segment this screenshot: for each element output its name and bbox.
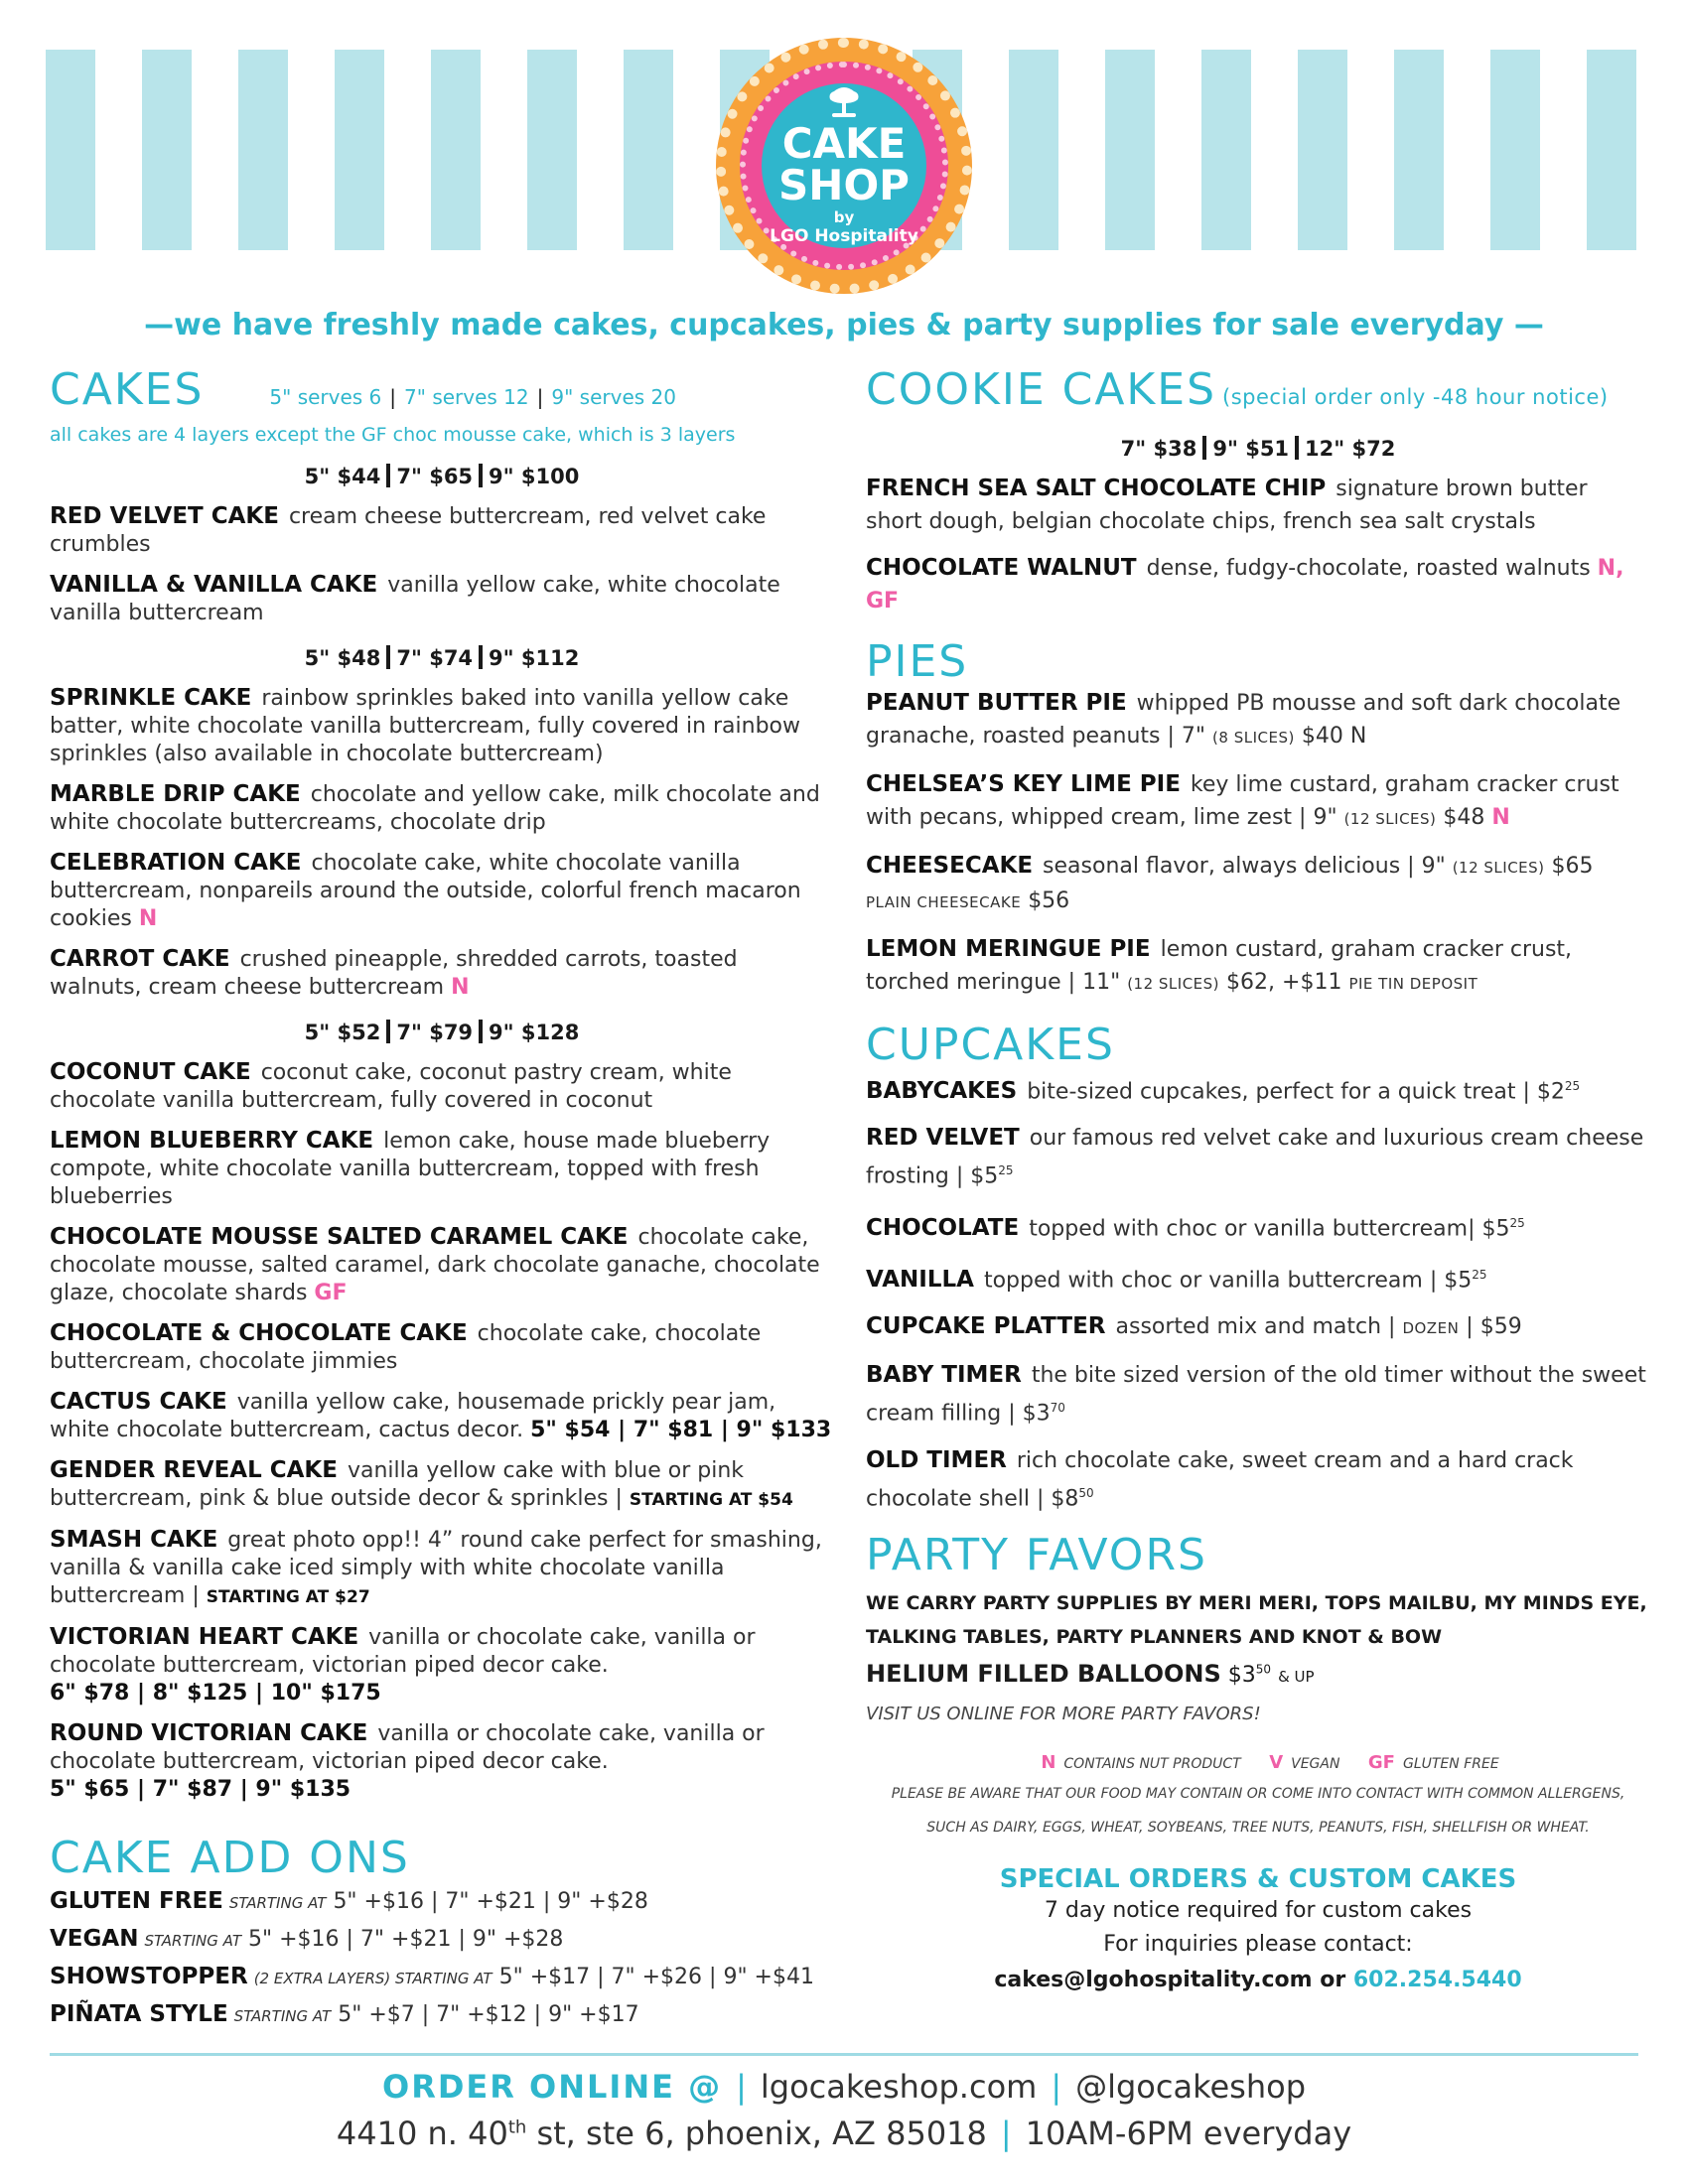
footer-order-line: ORDER ONLINE @ | lgocakeshop.com | @lgocakeshop xyxy=(382,2068,1306,2106)
legend-key: GF xyxy=(1367,1751,1395,1773)
legend-label: VEGAN xyxy=(1291,1755,1340,1772)
item-price: 6" $78 | 8" $125 | 10" $175 xyxy=(50,1681,381,1706)
menu-item xyxy=(50,1456,834,1514)
item-price: $62, +$11 xyxy=(1226,970,1342,995)
menu-item xyxy=(866,1122,1650,1192)
addons-heading: CAKE ADD ONS xyxy=(50,1833,410,1883)
addon-prices: 5" +$16 | 7" +$21 | 9" +$28 xyxy=(247,1927,564,1952)
logo-company: LGO Hospitality xyxy=(770,226,918,246)
balloons-name: HELIUM FILLED BALLOONS xyxy=(866,1659,1221,1688)
item-name: FRENCH SEA SALT CHOCOLATE CHIP xyxy=(866,476,1327,501)
menu-item xyxy=(866,1207,1650,1245)
cake-stand-icon xyxy=(816,85,872,121)
item-name: CACTUS CAKE xyxy=(50,1389,227,1415)
item-name: RED VELVET CAKE xyxy=(50,503,279,529)
menu-item xyxy=(50,1719,834,1804)
cents: 25 xyxy=(1472,1267,1487,1282)
logo-ring xyxy=(740,62,948,270)
addon-pre: STARTING AT xyxy=(144,1932,241,1950)
item-name: BABYCAKES xyxy=(866,1078,1018,1105)
price: 5" $52 xyxy=(304,1021,381,1044)
special-inquiries: For inquiries please contact: xyxy=(1103,1931,1413,1957)
item-desc: lemon cake, house made blueberry compote, white chocolate vanilla buttercream, topped with fresh blueberries xyxy=(50,1129,771,1209)
item-desc: coconut cake, coconut pastry cream, white chocolate vanilla buttercream, fully covered in coconut xyxy=(50,1060,732,1113)
item-desc: our famous red velvet cake and luxurious cream cheese frosting | $5 xyxy=(866,1126,1644,1189)
menu-item xyxy=(50,571,834,627)
cookie-cakes-heading-text: COOKIE CAKES xyxy=(866,364,1217,415)
item-desc: vanilla yellow cake, white chocolate vanilla buttercream xyxy=(50,573,780,625)
item-name: VICTORIAN HEART CAKE xyxy=(50,1624,359,1650)
menu-item xyxy=(50,1388,834,1444)
plain-cheesecake: PLAIN CHEESECAKE xyxy=(866,893,1022,911)
item-name: ROUND VICTORIAN CAKE xyxy=(50,1720,368,1746)
item-name: PEANUT BUTTER PIE xyxy=(866,690,1127,716)
cake-tier-2-prices xyxy=(50,645,834,670)
serves-7: 7" serves 12 xyxy=(404,385,529,409)
item-desc: topped with choc or vanilla buttercream| $5 xyxy=(1029,1215,1510,1241)
item-name: CUPCAKE PLATTER xyxy=(866,1313,1106,1340)
item-name: VANILLA xyxy=(866,1267,974,1294)
addon-pre: STARTING AT xyxy=(233,2007,332,2025)
cake-tier-3-prices xyxy=(50,1020,834,1044)
website-link[interactable]: lgocakeshop.com xyxy=(760,2068,1038,2106)
menu-item xyxy=(866,687,1650,754)
addon-row xyxy=(50,1883,834,1921)
logo-by: by xyxy=(833,208,855,226)
nut-tag: N xyxy=(451,975,470,1000)
cookie-cake-prices xyxy=(866,436,1650,461)
menu-item xyxy=(50,1127,834,1211)
allergen-line: SUCH AS DAIRY, EGGS, WHEAT, SOYBEANS, TREE NUTS, PEANUTS, FISH, SHELLFISH OR WHEAT. xyxy=(926,1819,1590,1836)
menu-item xyxy=(866,1259,1650,1297)
cakes-layer-note: all cakes are 4 layers except the GF choc mousse cake, which is 3 layers xyxy=(50,424,736,446)
logo-title-line1: CAKE xyxy=(781,119,907,168)
addon-name: GLUTEN FREE xyxy=(50,1888,223,1914)
item-name: CELEBRATION CAKE xyxy=(50,850,302,876)
special-notice: 7 day notice required for custom cakes xyxy=(1044,1897,1473,1923)
cookie-cakes-note: (special order only -48 hour notice) xyxy=(1222,385,1609,409)
menu-item xyxy=(866,473,1650,538)
item-name: SPRINKLE CAKE xyxy=(50,685,252,711)
legend-label: GLUTEN FREE xyxy=(1402,1755,1499,1772)
item-desc: vanilla yellow cake, housemade prickly pear jam, white chocolate buttercream, cactus decor. xyxy=(50,1390,776,1442)
balloons-row xyxy=(866,1660,1650,1688)
price: 5" $48 xyxy=(304,646,381,670)
cupcakes-heading: CUPCAKES xyxy=(866,1020,1115,1070)
footer-address-line: 4410 n. 40th st, ste 6, phoenix, AZ 85018 | 10AM-6PM everyday xyxy=(336,2115,1352,2152)
item-desc: vanilla or chocolate cake, vanilla or chocolate buttercream, victorian piped decor cake. xyxy=(50,1625,756,1678)
special-orders-title: SPECIAL ORDERS & CUSTOM CAKES xyxy=(999,1863,1517,1894)
addon-row xyxy=(50,1996,834,2034)
legend-label: CONTAINS NUT PRODUCT xyxy=(1063,1755,1241,1772)
item-name: CHEESECAKE xyxy=(866,853,1034,879)
cents: 25 xyxy=(1509,1215,1525,1230)
menu-item xyxy=(50,684,834,768)
item-name: RED VELVET xyxy=(866,1125,1020,1152)
gf-tag: GF xyxy=(314,1281,348,1305)
balloons-price: $3 xyxy=(1227,1662,1256,1688)
item-name: BABY TIMER xyxy=(866,1362,1022,1389)
order-online-label: ORDER ONLINE @ xyxy=(382,2068,723,2106)
nut-tag: N xyxy=(138,906,158,931)
serves-5: 5" serves 6 xyxy=(269,385,382,409)
left-column xyxy=(50,365,834,2034)
cents: 25 xyxy=(1564,1079,1581,1093)
allergen-notice xyxy=(866,1777,1650,1844)
menu-item xyxy=(50,1526,834,1611)
menu-item xyxy=(50,1319,834,1376)
address-street: 4410 n. 40 xyxy=(336,2115,508,2152)
store-hours: 10AM-6PM everyday xyxy=(1025,2115,1352,2152)
item-name: CARROT CAKE xyxy=(50,946,230,972)
item-desc: chocolate and yellow cake, milk chocolate and white chocolate buttercreams, chocolate drip xyxy=(50,782,820,835)
price: 9" $51 xyxy=(1212,437,1290,461)
party-supplies-text: WE CARRY PARTY SUPPLIES BY MERI MERI, TOPS MAILBU, MY MINDS EYE, TALKING TABLES, PARTY PLANNERS AND KNOT & BOW xyxy=(866,1591,1647,1648)
item-name: CHOCOLATE WALNUT xyxy=(866,555,1137,581)
right-column xyxy=(866,365,1650,1999)
menu-item xyxy=(866,552,1650,617)
pies-heading: PIES xyxy=(866,636,969,687)
item-desc: whipped PB mousse and soft dark chocolate granache, roasted peanuts | 7" xyxy=(866,691,1621,749)
item-name: CHOCOLATE MOUSSE SALTED CARAMEL CAKE xyxy=(50,1224,629,1250)
item-desc: assorted mix and match | xyxy=(1115,1314,1396,1340)
slices: (12 SLICES) xyxy=(1343,810,1437,828)
menu-item xyxy=(50,1223,834,1307)
dozen: DOZEN xyxy=(1402,1319,1460,1338)
item-price: $48 xyxy=(1443,805,1485,830)
menu-item xyxy=(866,1444,1650,1515)
item-name: MARBLE DRIP CAKE xyxy=(50,781,301,807)
item-desc: chocolate cake, chocolate mousse, salted caramel, dark chocolate ganache, chocolate glaze, chocolate shards xyxy=(50,1225,820,1305)
footer-divider xyxy=(50,2053,1638,2056)
cents: 50 xyxy=(1078,1485,1094,1500)
visit-online-link: VISIT US ONLINE FOR MORE PARTY FAVORS! xyxy=(866,1703,1261,1724)
party-favors-heading: PARTY FAVORS xyxy=(866,1529,1207,1580)
item-desc: topped with choc or vanilla buttercream | $5 xyxy=(983,1268,1473,1294)
addon-prices: 5" +$16 | 7" +$21 | 9" +$28 xyxy=(333,1889,648,1914)
address-suffix: th xyxy=(507,2116,527,2138)
item-desc: crushed pineapple, shredded carrots, toasted walnuts, cream cheese buttercream xyxy=(50,947,738,1000)
allergen-line: PLEASE BE AWARE THAT OUR FOOD MAY CONTAIN OR COME INTO CONTACT WITH COMMON ALLERGENS, xyxy=(891,1785,1625,1802)
addon-name: SHOWSTOPPER xyxy=(50,1964,248,1989)
item-name: CHOCOLATE xyxy=(866,1214,1020,1241)
addon-name: PIÑATA STYLE xyxy=(50,2001,228,2027)
menu-item xyxy=(866,933,1650,1001)
item-price: | $59 xyxy=(1466,1314,1522,1340)
item-name: VANILLA & VANILLA CAKE xyxy=(50,572,378,598)
menu-item xyxy=(866,1359,1650,1430)
balloons-suffix: & UP xyxy=(1278,1667,1315,1686)
item-name: SMASH CAKE xyxy=(50,1527,218,1553)
or-text: or xyxy=(1320,1967,1346,1992)
item-desc: cream cheese buttercream, red velvet cake crumbles xyxy=(50,504,767,557)
item-name: OLD TIMER xyxy=(866,1446,1007,1473)
item-desc: rainbow sprinkles baked into vanilla yellow cake batter, white chocolate vanilla buttercream, fully covered in rainbow sprinkles (also available in chocolate buttercream) xyxy=(50,686,801,766)
cents: 25 xyxy=(998,1163,1014,1178)
item-desc: chocolate cake, chocolate buttercream, chocolate jimmies xyxy=(50,1321,762,1374)
item-desc: vanilla or chocolate cake, vanilla or chocolate buttercream, victorian piped decor cake. xyxy=(50,1721,765,1774)
cents: 50 xyxy=(1255,1662,1272,1677)
legend-key: N xyxy=(1041,1751,1056,1773)
cake-shop-logo xyxy=(716,38,972,294)
cakes-heading xyxy=(50,365,834,422)
slices: (12 SLICES) xyxy=(1127,975,1220,993)
menu-item xyxy=(866,1310,1650,1345)
item-name: LEMON BLUEBERRY CAKE xyxy=(50,1128,374,1154)
item-price: STARTING AT $54 xyxy=(629,1490,793,1510)
special-orders xyxy=(866,1864,1650,1999)
serves-9: 9" serves 20 xyxy=(551,385,676,409)
allergen-legend xyxy=(866,1752,1650,1773)
menu-item xyxy=(866,768,1650,836)
cakes-heading-text: CAKES xyxy=(50,364,205,415)
item-name: GENDER REVEAL CAKE xyxy=(50,1457,338,1483)
item-price: $40 xyxy=(1301,724,1343,749)
cake-tier-1-prices xyxy=(50,464,834,488)
cents: 70 xyxy=(1050,1401,1065,1416)
menu-item xyxy=(50,502,834,559)
item-desc: vanilla yellow cake with blue or pink buttercream, pink & blue outside decor & sprinkles | xyxy=(50,1458,745,1511)
price: 9" $112 xyxy=(489,646,580,670)
legend-key: V xyxy=(1269,1751,1284,1773)
nut-tag: N xyxy=(1491,805,1510,830)
item-desc: the bite sized version of the old timer without the sweet cream filling | $3 xyxy=(866,1363,1646,1427)
item-price: $56 xyxy=(1028,888,1070,913)
price: 7" $74 xyxy=(396,646,474,670)
menu-item xyxy=(50,945,834,1002)
price: 9" $100 xyxy=(489,465,580,488)
cake-serves: 5" serves 6 | 7" serves 12 | 9" serves 20 xyxy=(269,385,676,409)
email-link[interactable]: cakes@lgohospitality.com xyxy=(994,1967,1313,1992)
item-desc: signature brown butter short dough, belgian chocolate chips, french sea salt crystals xyxy=(866,477,1588,534)
menu-item xyxy=(866,1070,1650,1108)
addon-name: VEGAN xyxy=(50,1926,139,1952)
price: 5" $44 xyxy=(304,465,381,488)
item-desc: bite-sized cupcakes, perfect for a quick treat | $2 xyxy=(1027,1079,1565,1105)
slices: (12 SLICES) xyxy=(1452,859,1545,877)
price: 12" $72 xyxy=(1305,437,1396,461)
tagline: —we have freshly made cakes, cupcakes, pies & party supplies for sale everyday — xyxy=(144,308,1544,342)
price: 9" $128 xyxy=(489,1021,580,1044)
contact-line xyxy=(866,1962,1650,1999)
addon-pre: (2 EXTRA LAYERS) STARTING AT xyxy=(253,1970,492,1987)
addon-row xyxy=(50,1921,834,1959)
item-desc: lemon custard, graham cracker crust, torched meringue | 11" xyxy=(866,937,1573,995)
addon-prices: 5" +$7 | 7" +$12 | 9" +$17 xyxy=(338,2002,639,2027)
logo-title-line2: SHOP xyxy=(778,161,910,209)
logo-center xyxy=(762,83,926,248)
item-price: 5" $54 | 7" $81 | 9" $133 xyxy=(530,1418,832,1442)
slices: (8 SLICES) xyxy=(1212,729,1295,747)
item-desc: great photo opp!! 4” round cake perfect for smashing, vanilla & vanilla cake iced simply with white chocolate vanilla buttercream | xyxy=(50,1528,822,1608)
social-handle[interactable]: @lgocakeshop xyxy=(1075,2068,1306,2106)
menu-item xyxy=(50,1623,834,1707)
price: 7" $38 xyxy=(1120,437,1197,461)
address-city: st, ste 6, phoenix, AZ 85018 xyxy=(536,2115,987,2152)
price: 7" $79 xyxy=(396,1021,474,1044)
phone-link[interactable]: 602.254.5440 xyxy=(1352,1967,1522,1992)
item-price: 5" $65 | 7" $87 | 9" $135 xyxy=(50,1777,352,1802)
item-desc: seasonal flavor, always delicious | 9" xyxy=(1043,854,1446,879)
pie-tin-deposit: PIE TIN DEPOSIT xyxy=(1348,975,1478,993)
allergen-tag: N, GF xyxy=(866,556,1624,614)
item-price: $65 xyxy=(1551,854,1594,879)
item-name: CHELSEA’S KEY LIME PIE xyxy=(866,771,1181,797)
cookie-cakes-heading xyxy=(866,365,1650,422)
item-name: CHOCOLATE & CHOCOLATE CAKE xyxy=(50,1320,468,1346)
item-desc: rich chocolate cake, sweet cream and a hard crack chocolate shell | $8 xyxy=(866,1447,1574,1511)
menu-item xyxy=(50,849,834,933)
addon-row xyxy=(50,1959,834,1996)
menu-item xyxy=(50,1058,834,1115)
menu-item xyxy=(50,780,834,837)
item-name: COCONUT CAKE xyxy=(50,1059,251,1085)
item-desc: chocolate cake, white chocolate vanilla buttercream, nonpareils around the outside, colorful french macaron cookies xyxy=(50,851,801,931)
addon-prices: 5" +$17 | 7" +$26 | 9" +$41 xyxy=(498,1965,814,1989)
price: 7" $65 xyxy=(396,465,474,488)
addon-pre: STARTING AT xyxy=(228,1894,327,1912)
item-desc: key lime custard, graham cracker crust with pecans, whipped cream, lime zest | 9" xyxy=(866,772,1619,830)
item-price: STARTING AT $27 xyxy=(206,1587,370,1607)
nut-tag: N xyxy=(1349,724,1367,749)
item-desc: dense, fudgy-chocolate, roasted walnuts xyxy=(1146,556,1591,581)
menu-item xyxy=(866,850,1650,919)
item-name: LEMON MERINGUE PIE xyxy=(866,936,1151,962)
